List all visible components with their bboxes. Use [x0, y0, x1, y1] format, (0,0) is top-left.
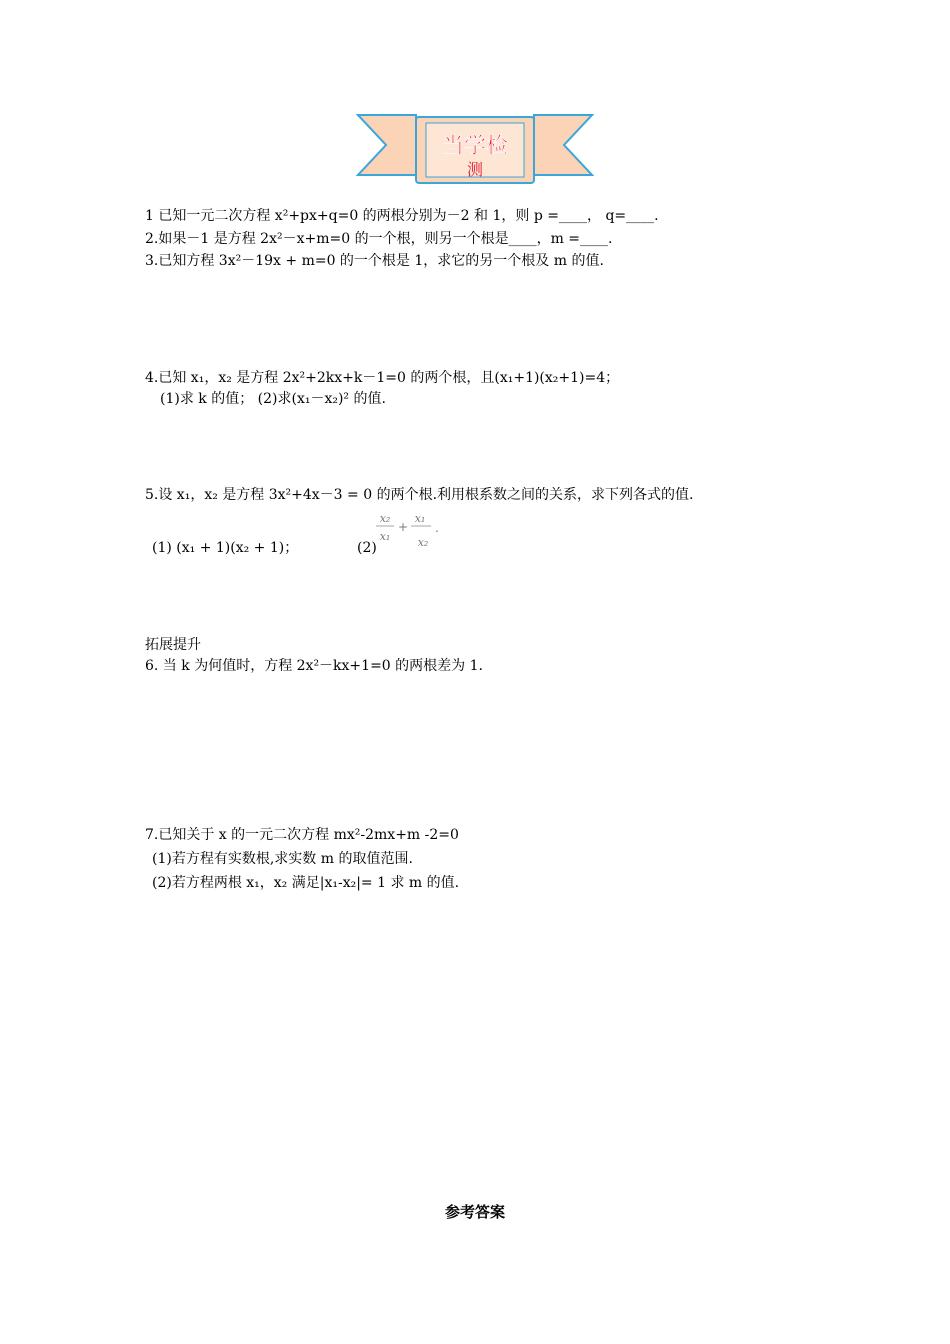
question-5-part-1: (1) (x₁ + 1)(x₂ + 1)；	[152, 540, 299, 556]
banner-title-line1: 当学检	[441, 134, 509, 159]
question-6: 6. 当 k 为何值时，方程 2x²－kx+1=0 的两根差为 1.	[145, 658, 483, 674]
fraction-plus: +	[397, 520, 409, 534]
fraction-denominator-1: x₁	[379, 530, 391, 543]
banner-title-line2: 测	[466, 160, 484, 179]
question-7-part-1: (1)若方程有实数根,求实数 m 的取值范围.	[152, 851, 413, 867]
fraction-numerator-1: x₂	[379, 512, 391, 525]
question-1: 1 已知一元二次方程 x²+px+q=0 的两根分别为－2 和 1，则 p =____， q=____.	[145, 208, 659, 224]
section-extension: 拓展提升	[145, 637, 201, 653]
question-7-part-2: (2)若方程两根 x₁，x₂ 满足|x₁-x₂|= 1 求 m 的值.	[152, 875, 460, 891]
answer-heading: 参考答案	[444, 1203, 505, 1221]
question-3: 3.已知方程 3x²－19x + m=0 的一个根是 1，求它的另一个根及 m 的值.	[145, 253, 604, 269]
fraction-expression	[373, 510, 443, 554]
section-banner	[356, 113, 594, 185]
question-5-part-2: (2)	[357, 540, 377, 556]
question-4-parts: (1)求 k 的值； (2)求(x₁－x₂)² 的值.	[160, 391, 386, 407]
question-2: 2.如果－1 是方程 2x²－x+m=0 的一个根，则另一个根是____，m =____.	[145, 231, 613, 247]
question-5-stem: 5.设 x₁，x₂ 是方程 3x²+4x－3 = 0 的两个根.利用根系数之间的关系，求下列各式的值.	[145, 487, 694, 503]
fraction-numerator-2: x₁	[414, 512, 426, 525]
fraction-period: .	[435, 521, 439, 535]
question-7-stem: 7.已知关于 x 的一元二次方程 mx²-2mx+m -2=0	[145, 827, 459, 843]
question-4-stem: 4.已知 x₁，x₂ 是方程 2x²+2kx+k－1=0 的两个根，且(x₁+1)(x₂+1)=4；	[145, 370, 620, 386]
fraction-denominator-2: x₂	[417, 536, 429, 549]
